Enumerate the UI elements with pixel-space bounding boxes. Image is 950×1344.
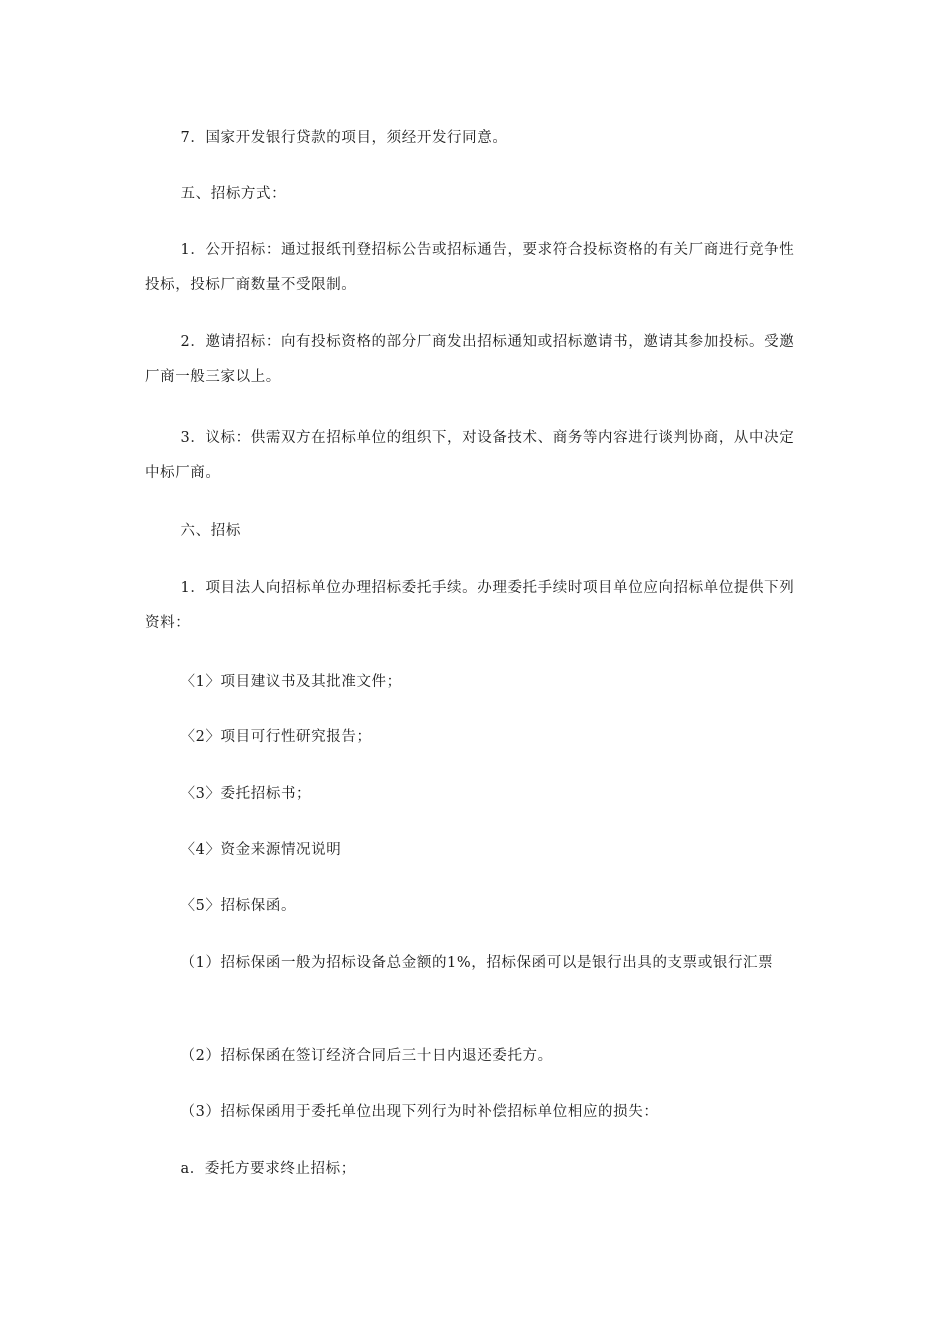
paragraph-bidding-entrustment: 1．项目法人向招标单位办理招标委托手续。办理委托手续时项目单位应向招标单位提供下列资料： bbox=[145, 580, 795, 631]
subitem-guarantee-use: （3）招标保函用于委托单位出现下列行为时补偿招标单位相应的损失： bbox=[180, 1104, 659, 1120]
section-heading-bidding-methods: 五、招标方式： bbox=[180, 186, 287, 202]
list-item-2: 〈2〉项目可行性研究报告； bbox=[180, 729, 372, 745]
subitem-a-termination: a．委托方要求终止招标； bbox=[180, 1161, 356, 1177]
list-item-3: 〈3〉委托招标书； bbox=[180, 786, 312, 802]
list-item-5: 〈5〉招标保函。 bbox=[180, 898, 297, 914]
section-heading-bidding: 六、招标 bbox=[180, 523, 241, 539]
list-item-1: 〈1〉项目建议书及其批准文件； bbox=[180, 674, 402, 690]
list-item-4: 〈4〉资金来源情况说明 bbox=[180, 842, 342, 858]
subitem-guarantee-return: （2）招标保函在签订经济合同后三十日内退还委托方。 bbox=[180, 1048, 553, 1064]
paragraph-negotiated-bidding: 3．议标：供需双方在招标单位的组织下，对设备技术、商务等内容进行谈判协商，从中决定中标厂商。 bbox=[145, 430, 795, 481]
subitem-guarantee-amount: （1）招标保函一般为招标设备总金额的1%，招标保函可以是银行出具的支票或银行汇票 bbox=[180, 955, 774, 971]
paragraph-open-bidding: 1．公开招标：通过报纸刊登招标公告或招标通告，要求符合投标资格的有关厂商进行竞争性投标，投标厂商数量不受限制。 bbox=[145, 242, 795, 293]
paragraph-invited-bidding: 2．邀请招标：向有投标资格的部分厂商发出招标通知或招标邀请书，邀请其参加投标。受邀厂商一般三家以上。 bbox=[145, 334, 795, 385]
paragraph-item-7: 7．国家开发银行贷款的项目，须经开发行同意。 bbox=[180, 130, 508, 146]
